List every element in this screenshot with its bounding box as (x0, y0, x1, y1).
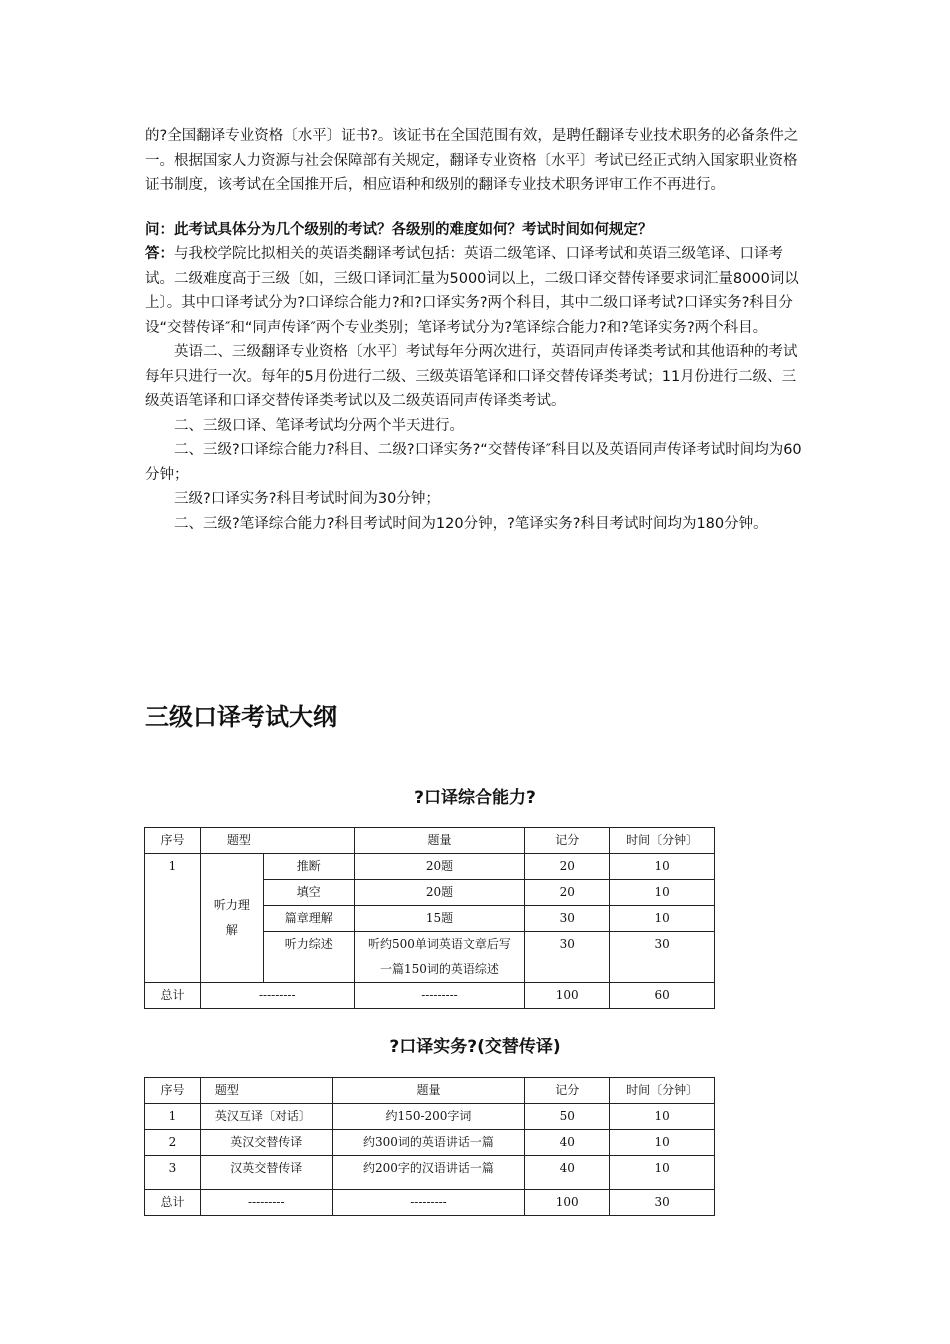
exam-time-120-paragraph: 二、三级?笔译综合能力?科目考试时间为120分钟，?笔译实务?科目考试时间均为180分钟。 (174, 515, 768, 532)
cell-qty: 约150-200字词 (332, 1104, 525, 1130)
cell-time: 10 (610, 1104, 715, 1130)
cell-time: 10 (610, 906, 715, 932)
cell-total-time: 60 (610, 983, 715, 1009)
qa-block (145, 218, 810, 537)
cell-total-type: --------- (200, 983, 354, 1009)
cell-total-label: 总计 (145, 983, 201, 1009)
cell-type: 英汉交替传译 (200, 1130, 332, 1156)
cell-time: 10 (610, 1156, 715, 1190)
cell-qty: 20题 (354, 854, 525, 880)
table-total-row (145, 1190, 715, 1216)
header-time: 时间〔分钟〕 (610, 828, 715, 854)
table1-title: ?口译综合能力? (414, 788, 536, 808)
table-row (145, 1130, 715, 1156)
cell-group: 听力理解 (200, 854, 263, 983)
question-text: 问：此考试具体分为几个级别的考试？各级别的难度如何？考试时间如何规定？ (145, 221, 653, 238)
cell-time: 10 (610, 854, 715, 880)
document-body (145, 124, 810, 536)
cell-time: 30 (610, 932, 715, 983)
exam-halfday-paragraph: 二、三级口译、笔译考试均分两个半天进行。 (174, 417, 464, 434)
answer-label: 答： (145, 246, 174, 262)
table-header-row (145, 1078, 715, 1104)
cell-score: 40 (525, 1130, 610, 1156)
cell-type: 篇章理解 (263, 906, 354, 932)
cell-seq: 1 (145, 1104, 201, 1130)
cell-time: 10 (610, 1130, 715, 1156)
section-title: 三级口译考试大纲 (145, 703, 337, 731)
header-score: 记分 (525, 828, 610, 854)
cell-score: 30 (525, 932, 610, 983)
cell-total-type: --------- (200, 1190, 332, 1216)
cell-total-score: 100 (525, 1190, 610, 1216)
intro-paragraph: 的?全国翻译专业资格〔水平〕证书?。该证书在全国范围有效，是聘任翻译专业技术职务的必备条件之一。根据国家人力资源与社会保障部有关规定，翻译专业资格〔水平〕考试已经正式纳入国家职业资格证书制度，该考试在全国推开后，相应语种和级别的翻译专业技术职务评审工作不再进行。 (145, 128, 799, 193)
cell-qty: 15题 (354, 906, 525, 932)
header-time: 时间〔分钟〕 (610, 1078, 715, 1104)
answer-text: 与我校学院比拟相关的英语类翻译考试包括：英语二级笔译、口译考试和英语三级笔译、口译考试。二级难度高于三级〔如，三级口译词汇量为5000词以上，二级口译交替传译要求词汇量8000词以上〕。其中口译考试分为?口译综合能力?和?口译实务?两个科目，其中二级口译考试?口译实务?科目分设“交替传译″和“同声传译″两个专业类别；笔译考试分为?笔译综合能力?和?笔译实务?两个科目。 (145, 246, 799, 336)
header-qty: 题量 (332, 1078, 525, 1104)
header-seq: 序号 (145, 1078, 201, 1104)
cell-qty: 约300词的英语讲话一篇 (332, 1130, 525, 1156)
table-total-row (145, 983, 715, 1009)
exam-time-30-paragraph: 三级?口译实务?科目考试时间为30分钟； (174, 491, 440, 507)
cell-total-label: 总计 (145, 1190, 201, 1216)
table2-title: ?口译实务?(交替传译) (389, 1037, 561, 1057)
table-row (145, 854, 715, 880)
cell-total-time: 30 (610, 1190, 715, 1216)
cell-qty: 20题 (354, 880, 525, 906)
cell-time: 10 (610, 880, 715, 906)
cell-seq: 3 (145, 1156, 201, 1190)
cell-qty: 听约500单词英语文章后写一篇150词的英语综述 (354, 932, 525, 983)
cell-total-score: 100 (525, 983, 610, 1009)
table-header-row (145, 828, 715, 854)
table-row (145, 1156, 715, 1190)
cell-qty: 约200字的汉语讲话一篇 (332, 1156, 525, 1190)
header-type: 题型 (200, 1078, 332, 1104)
header-score: 记分 (525, 1078, 610, 1104)
cell-type: 填空 (263, 880, 354, 906)
cell-seq: 2 (145, 1130, 201, 1156)
header-seq: 序号 (145, 828, 201, 854)
table-interpreting-practice (144, 1077, 715, 1216)
cell-seq: 1 (145, 854, 201, 983)
cell-type: 汉英交替传译 (200, 1156, 332, 1190)
cell-score: 30 (525, 906, 610, 932)
header-type: 题型 (200, 828, 354, 854)
cell-total-qty: --------- (354, 983, 525, 1009)
cell-score: 50 (525, 1104, 610, 1130)
exam-schedule-paragraph: 英语二、三级翻译专业资格〔水平〕考试每年分两次进行，英语同声传译类考试和其他语种的考试每年只进行一次。每年的5月份进行二级、三级英语笔译和口译交替传译类考试；11月份进行二级、三级英语笔译和口译交替传译类考试以及二级英语同声传译类考试。 (145, 344, 798, 409)
cell-score: 40 (525, 1156, 610, 1190)
cell-score: 20 (525, 880, 610, 906)
cell-type: 听力综述 (263, 932, 354, 983)
table-row (145, 1104, 715, 1130)
exam-time-60-paragraph: 二、三级?口译综合能力?科目、二级?口译实务?“交替传译″科目以及英语同声传译考试时间均为60分钟； (145, 442, 802, 483)
cell-type: 英汉互译〔对话〕 (200, 1104, 332, 1130)
cell-total-qty: --------- (332, 1190, 525, 1216)
cell-score: 20 (525, 854, 610, 880)
answer-paragraph (145, 242, 810, 340)
header-qty: 题量 (354, 828, 525, 854)
cell-type: 推断 (263, 854, 354, 880)
table-comprehensive-ability (144, 827, 715, 1009)
